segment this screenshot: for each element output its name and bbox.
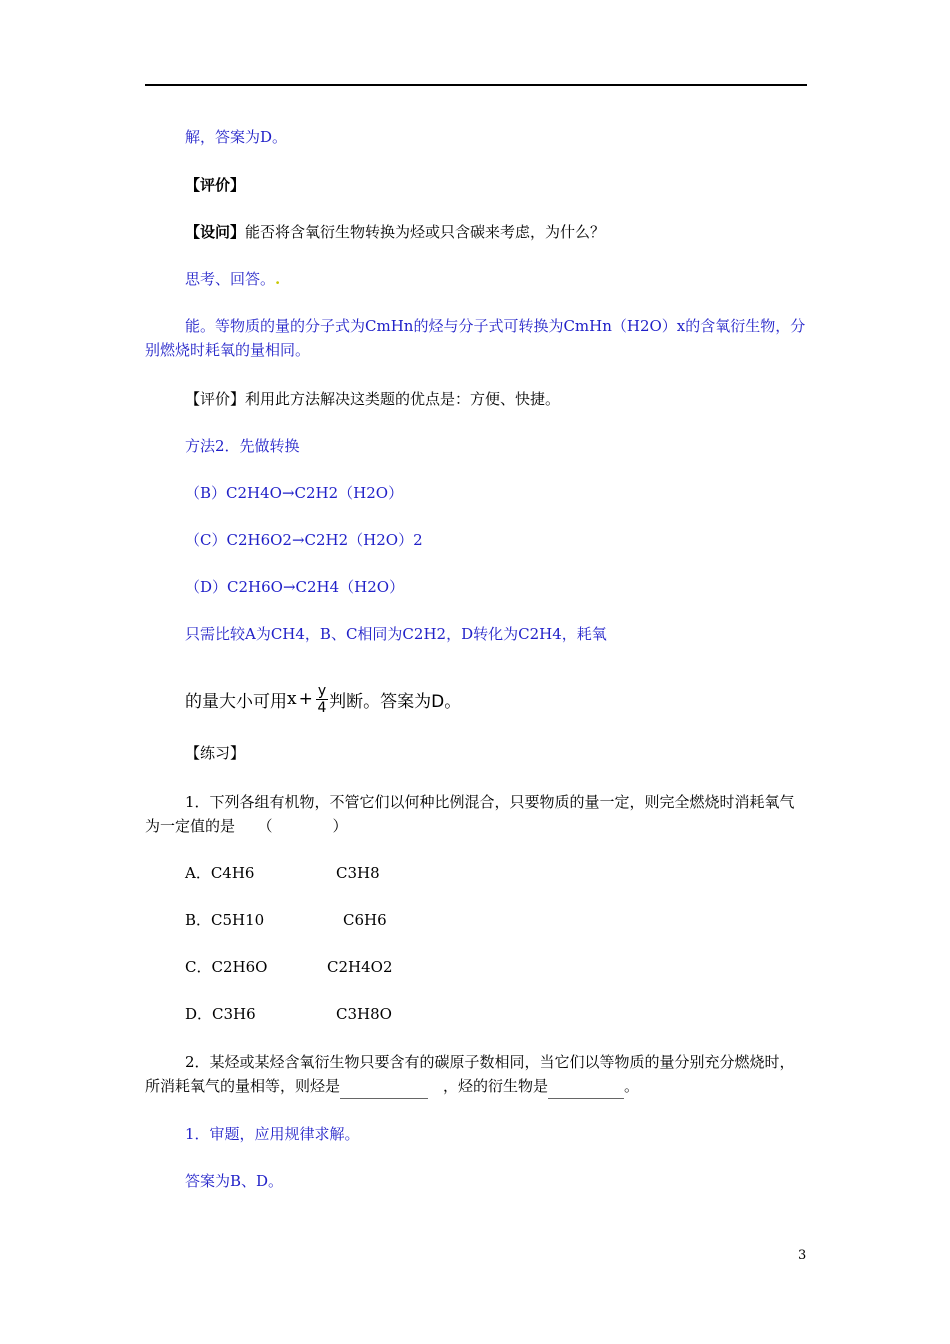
question2-text1: 2．某烃或某烃含氧衍生物只要含有的碳原子数相同，当它们以等物质的量分别充分燃烧时，所消耗氧气的量相等，则烃是 (145, 1053, 795, 1095)
option-d-right: C3H8O (336, 1005, 392, 1023)
option-b-label: B．C5H10 (185, 911, 265, 929)
option-c-label: C．C2H6O (185, 958, 268, 976)
formula-prefix: 的量大小可用 (185, 691, 287, 712)
formula-x: x (287, 689, 297, 709)
option-d (185, 1004, 256, 1024)
page-number: 3 (798, 1248, 807, 1263)
question2-text3: 。 (624, 1077, 640, 1095)
think-answer-line (185, 269, 280, 289)
formula-line (185, 677, 461, 721)
option-b (185, 910, 264, 930)
formula-suffix: 判断。答案为D。 (329, 691, 462, 712)
question1-paren: （ ） (265, 817, 348, 835)
question-line (185, 222, 605, 242)
question2-blank1 (340, 1074, 428, 1099)
eval2-line (185, 389, 560, 409)
eval-heading: 【评价】 (185, 176, 246, 194)
final-answer: 答案为B、D。 (185, 1172, 284, 1190)
question2-text2: ，烃的衍生物是 (443, 1077, 549, 1095)
option-d-label: D．C3H6 (185, 1005, 256, 1023)
think-dot: . (275, 270, 281, 288)
answer-step: 1．审题，应用规律求解。 (185, 1125, 360, 1143)
solution-line: 解，答案为D。 (185, 128, 288, 146)
option-a (185, 863, 254, 883)
option-a-label: A．C4H6 (185, 864, 255, 882)
conversion-c: （C）C2H6O2→C2H2（H2O）2 (185, 531, 423, 549)
conversion-b: （B）C2H4O→C2H2（H2O） (185, 484, 404, 502)
option-c (185, 957, 267, 977)
question1-text: 1．下列各组有机物，不管它们以何种比例混合，只要物质的量一定，则完全燃烧时消耗氧气为一定值的是 (145, 793, 795, 835)
question1 (145, 790, 807, 838)
formula-fraction (316, 683, 328, 716)
question-text: 能否将含氧衍生物转换为烃或只含碳来考虑，为什么？ (245, 223, 606, 241)
question2-blank2 (548, 1074, 624, 1099)
eval2-label: 【评价】 (185, 390, 246, 408)
header-rule (145, 84, 807, 86)
question2 (145, 1050, 807, 1099)
reasoning-paragraph: 能。等物质的量的分子式为CmHn的烃与分子式可转换为CmHn（H2O）x的含氧衍生物，分别燃烧时耗氧的量相同。 (145, 317, 806, 359)
eval2-text: 利用此方法解决这类题的优点是：方便、快捷。 (245, 390, 561, 408)
think-answer: 思考、回答。 (185, 270, 276, 288)
conversion-d: （D）C2H6O→C2H4（H2O） (185, 578, 405, 596)
question-label: 【设问】 (185, 223, 246, 241)
fraction-numerator: y (317, 682, 327, 699)
compare-line: 只需比较A为CH4，B、C相同为C2H2，D转化为C2H4，耗氧 (185, 625, 607, 643)
option-b-right: C6H6 (343, 911, 387, 929)
fraction-denominator: 4 (317, 699, 327, 716)
option-c-right: C2H4O2 (327, 958, 393, 976)
formula-plus: + (298, 689, 313, 709)
practice-heading: 【练习】 (185, 744, 246, 762)
option-a-right: C3H8 (336, 864, 380, 882)
method2-heading: 方法2．先做转换 (185, 437, 300, 455)
